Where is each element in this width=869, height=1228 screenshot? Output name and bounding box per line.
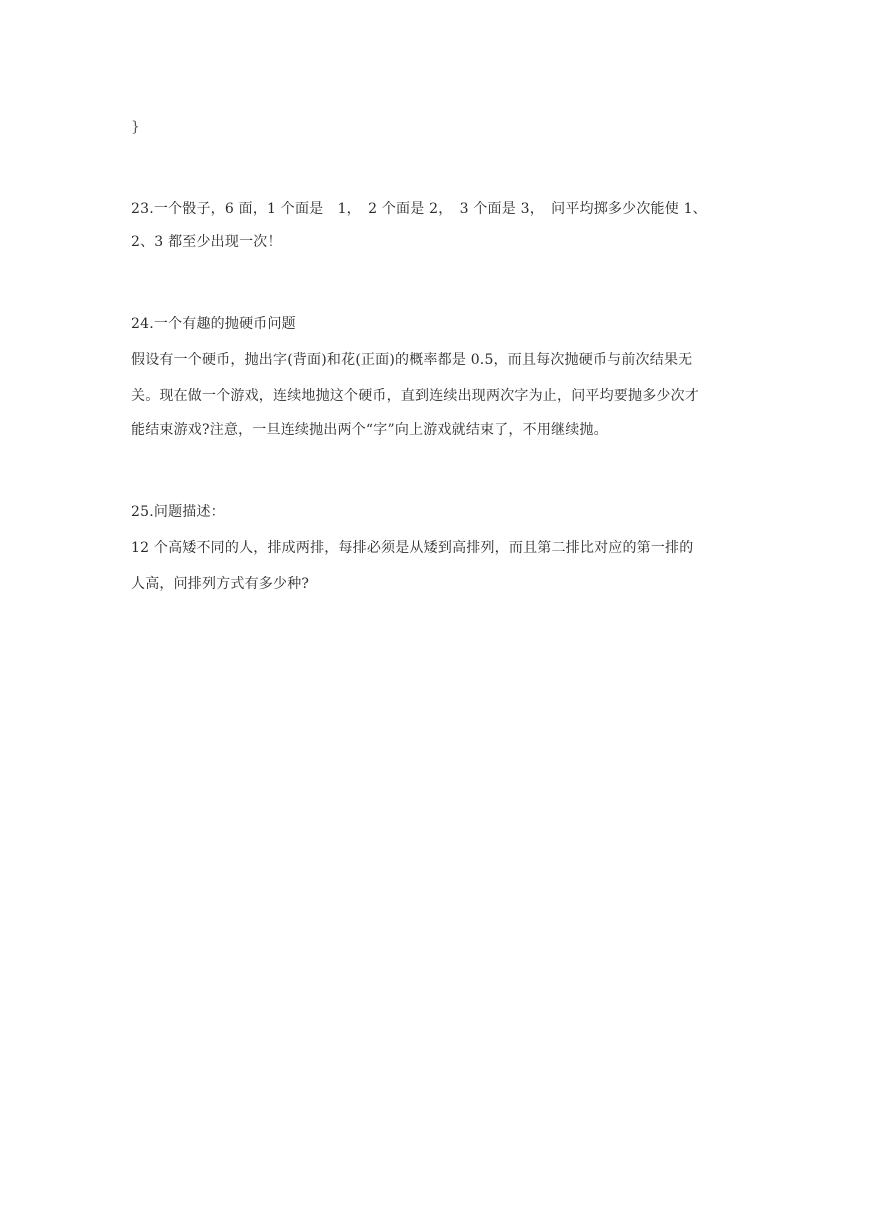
question-24-line-3: 能结束游戏?注意，一旦连续抛出两个“字”向上游戏就结束了，不用继续抛。 [131,422,608,438]
question-25-line-1: 12 个高矮不同的人，排成两排，每排必须是从矮到高排列，而且第二排比对应的第一排的 [131,540,694,556]
question-25-title: 25.问题描述： [131,504,225,520]
question-24-line-2: 关。现在做一个游戏，连续地抛这个硬币，直到连续出现两次字为止，问平均要抛多少次才 [131,388,699,404]
question-24-line-1: 假设有一个硬币，抛出字(背面)和花(正面)的概率都是 0.5，而且每次抛硬币与前次结果无 [131,352,693,368]
question-23-line-1: 23.一个骰子，6 面，1 个面是 1， 2 个面是 2， 3 个面是 3， 问平均掷多少次能使 1、 [131,201,707,217]
question-24-title: 24.一个有趣的抛硬币问题 [131,316,296,332]
closing-brace: } [131,119,141,135]
question-23-line-2: 2、3 都至少出现一次！ [131,234,282,250]
question-25-line-2: 人高，问排列方式有多少种? [131,576,310,592]
